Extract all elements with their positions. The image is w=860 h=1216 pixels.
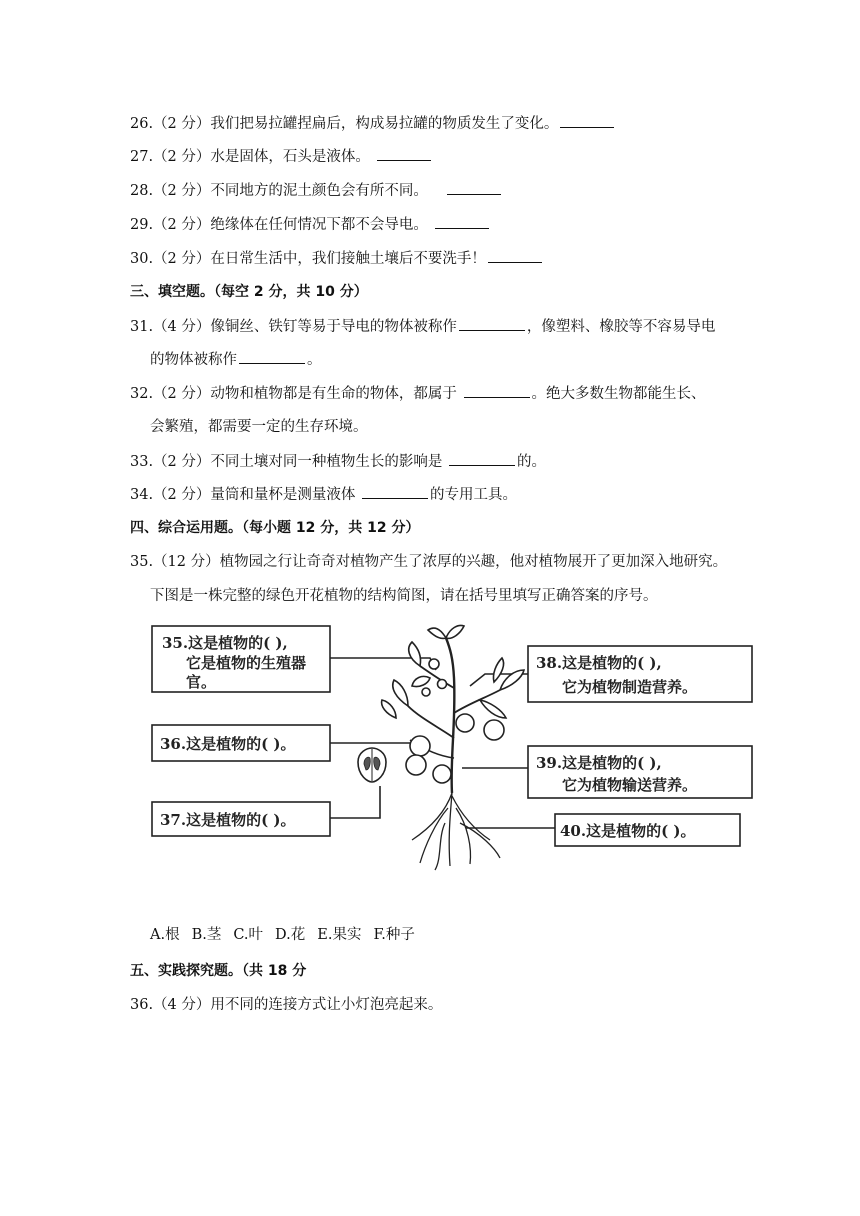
question-32-cont: 会繁殖，都需要一定的生存环境。	[150, 419, 368, 435]
label-35-line3: 官。	[186, 673, 217, 691]
question-29-text: 29.（2 分）绝缘体在任何情况下都不会导电。	[130, 217, 433, 233]
leader-line-37	[330, 786, 380, 818]
answer-blank-31b[interactable]	[239, 349, 305, 364]
question-26-text: 26.（2 分）我们把易拉罐捏扁后，构成易拉罐的物质发生了变化。	[130, 116, 559, 132]
question-31-part4: 。	[307, 352, 322, 368]
question-28-text: 28.（2 分）不同地方的泥土颜色会有所不同。	[130, 183, 433, 199]
answer-blank-33[interactable]	[449, 451, 515, 466]
label-39-line2: 它为植物输送营养。	[562, 776, 698, 794]
plant-structure-figure	[150, 618, 755, 878]
question-26	[130, 113, 616, 134]
question-27-text: 27.（2 分）水是固体，石头是液体。	[130, 149, 375, 165]
question-31-part2: ，像塑料、橡胶等不容易导电	[526, 319, 716, 335]
option-d: D.花	[275, 927, 306, 943]
answer-blank-28[interactable]	[447, 180, 501, 195]
question-34-part1: 34.（2 分）量筒和量杯是测量液体	[130, 487, 361, 503]
label-38-line2: 它为植物制造营养。	[562, 678, 698, 696]
label-35-line2: 它是植物的生殖器	[186, 654, 307, 672]
label-40: 40.这是植物的( )。	[560, 822, 696, 840]
question-34-part2: 的专用工具。	[430, 487, 518, 503]
question-31-part3: 的物体被称作	[150, 352, 237, 368]
question-27	[130, 146, 433, 167]
option-a: A.根	[150, 927, 180, 943]
answer-options	[150, 925, 427, 945]
option-f: F.种子	[373, 927, 415, 943]
section-5-heading: 五、实践探究题。（共 18 分	[130, 963, 307, 979]
section-3-heading: 三、填空题。（每空 2 分，共 10 分）	[130, 284, 368, 300]
question-32-part2: 。绝大多数生物都能生长、	[531, 386, 706, 402]
question-34	[130, 484, 517, 505]
label-37: 37.这是植物的( )。	[160, 811, 296, 829]
question-30	[130, 248, 544, 269]
answer-blank-34[interactable]	[362, 484, 428, 499]
label-36: 36.这是植物的( )。	[160, 735, 296, 753]
answer-blank-31a[interactable]	[459, 316, 525, 331]
label-35-line1: 35.这是植物的( ),	[162, 634, 288, 652]
option-e: E.果实	[317, 927, 362, 943]
answer-blank-26[interactable]	[560, 113, 614, 128]
question-36: 36.（4 分）用不同的连接方式让小灯泡亮起来。	[130, 997, 443, 1013]
label-39-line1: 39.这是植物的( ),	[536, 754, 662, 772]
label-38-line1: 38.这是植物的( ),	[536, 654, 662, 672]
question-32-part1: 32.（2 分）动物和植物都是有生命的物体，都属于	[130, 386, 462, 402]
question-28	[130, 180, 503, 201]
answer-blank-27[interactable]	[377, 146, 431, 161]
option-c: C.叶	[233, 927, 264, 943]
flower	[429, 659, 439, 669]
answer-blank-29[interactable]	[435, 214, 489, 229]
answer-blank-32[interactable]	[464, 383, 530, 398]
option-b: B.茎	[191, 927, 222, 943]
question-33-part2: 的。	[517, 454, 547, 470]
question-31	[130, 316, 715, 337]
section-4-heading: 四、综合运用题。（每小题 12 分，共 12 分）	[130, 520, 420, 536]
question-31-cont	[150, 349, 322, 370]
question-35-line2: 下图是一株完整的绿色开花植物的结构简图，请在括号里填写正确答案的序号。	[150, 588, 658, 604]
question-29	[130, 214, 491, 235]
fruit	[456, 714, 474, 732]
question-35-line1: 35.（12 分）植物园之行让奇奇对植物产生了浓厚的兴趣，他对植物展开了更加深入地研究。	[130, 554, 728, 570]
question-31-part1: 31.（4 分）像铜丝、铁钉等易于导电的物体被称作	[130, 319, 457, 335]
question-33	[130, 451, 546, 472]
question-33-part1: 33.（2 分）不同土壤对同一种植物生长的影响是	[130, 454, 448, 470]
plant-roots	[412, 793, 500, 870]
answer-blank-30[interactable]	[488, 248, 542, 263]
question-30-text: 30.（2 分）在日常生活中，我们接触土壤后不要洗手！	[130, 251, 486, 267]
question-32	[130, 383, 706, 404]
